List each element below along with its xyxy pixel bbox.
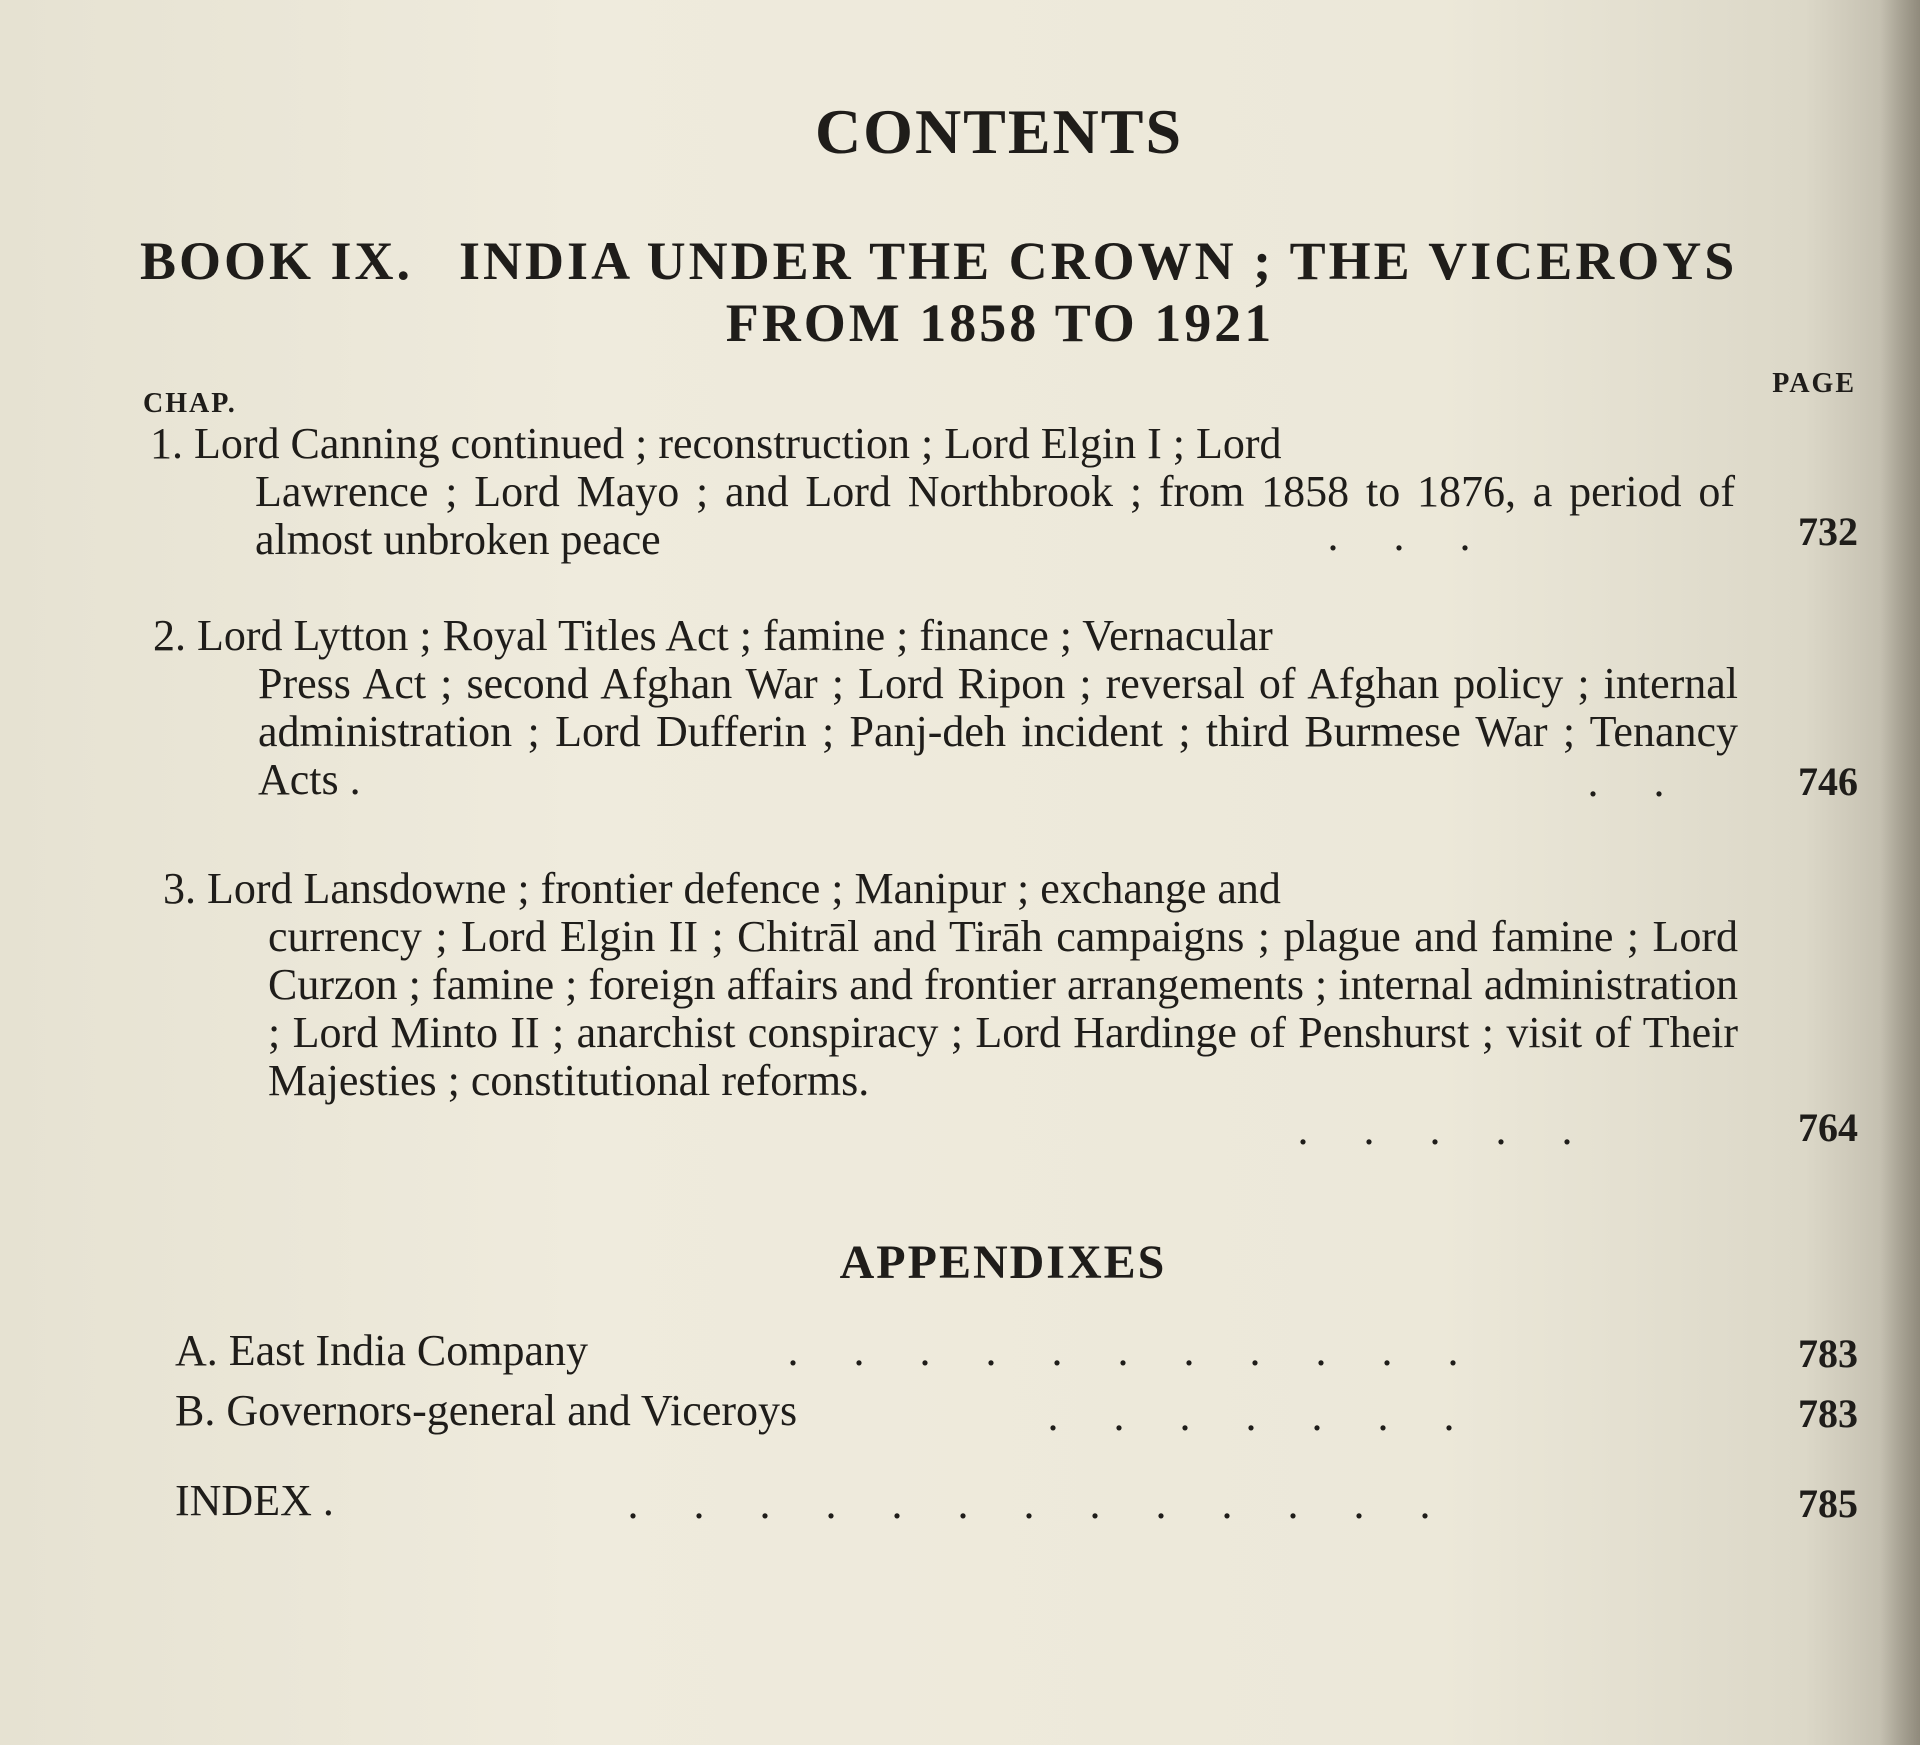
appendix-page-number: 783 [1798, 1331, 1858, 1376]
chap-column-header: CHAP. [143, 388, 237, 419]
chapter-number: 3. [163, 864, 196, 913]
chapter-entry-3 [163, 865, 1763, 1105]
leader-dots: . . [1587, 757, 1665, 806]
page-edge-shadow [1880, 0, 1920, 1745]
chapter-text: currency ; Lord Elgin II ; Chitrāl and Tirāh campaigns ; plague and famine ; Lord Curzon ; famine ; foreign affairs and frontier arrangements ; internal administration ; Lord Minto II ; anarchist conspiracy ; Lord Hardinge of Penshurst ; visit of Their Majesties ; constitutional reforms. [268, 912, 1738, 1105]
appendix-page-number: 783 [1798, 1391, 1858, 1436]
leader-dots: . . . . . . . [1047, 1391, 1455, 1440]
page-title: CONTENTS [814, 96, 1184, 167]
chapter-line1: Lord Lytton ; Royal Titles Act ; famine ; finance ; Vernacular [197, 611, 1273, 660]
appendix-label: A. East India Company [175, 1326, 589, 1375]
book-title-line2: FROM 1858 TO 1921 [725, 293, 1275, 353]
leader-dots: . . . [1327, 511, 1471, 560]
appendix-label: B. Governors-general and Viceroys [175, 1386, 798, 1435]
appendixes-heading: APPENDIXES [839, 1236, 1167, 1289]
chapter-number: 2. [153, 611, 186, 660]
index-page-number: 785 [1798, 1481, 1858, 1526]
book-heading [140, 230, 1860, 292]
show-through-text [540, 380, 549, 422]
leader-dots: . . . . . . . . . . . . . [627, 1479, 1431, 1528]
chapter-entry-2 [153, 612, 1753, 804]
book-label: BOOK IX. [140, 231, 414, 291]
leader-dots: . . . . . . . . . . . [787, 1326, 1459, 1375]
leader-dots: . . . . . [1297, 1105, 1573, 1154]
chapter-page-number: 732 [1798, 509, 1858, 554]
chapter-page-number: 746 [1798, 759, 1858, 804]
index-label: INDEX . [175, 1476, 334, 1525]
book-title-line1: INDIA UNDER THE CROWN ; THE VICEROYS [459, 231, 1738, 291]
chapter-line1: Lord Lansdowne ; frontier defence ; Manipur ; exchange and [207, 864, 1281, 913]
chapter-entry-1 [150, 420, 1750, 564]
chapter-text: Press Act ; second Afghan War ; Lord Ripon ; reversal of Afghan policy ; internal administration ; Lord Dufferin ; Panj-deh incident ; third Burmese War ; Tenancy Acts . [258, 659, 1738, 804]
chapter-page-number: 764 [1798, 1105, 1858, 1150]
chapter-text: Lawrence ; Lord Mayo ; and Lord Northbrook ; from 1858 to 1876, a period of almost unbroken peace [255, 467, 1735, 564]
page-column-header: PAGE [1772, 368, 1856, 399]
chapter-number: 1. [150, 419, 183, 468]
chapter-line1: Lord Canning continued ; reconstruction ; Lord Elgin I ; Lord [194, 419, 1282, 468]
